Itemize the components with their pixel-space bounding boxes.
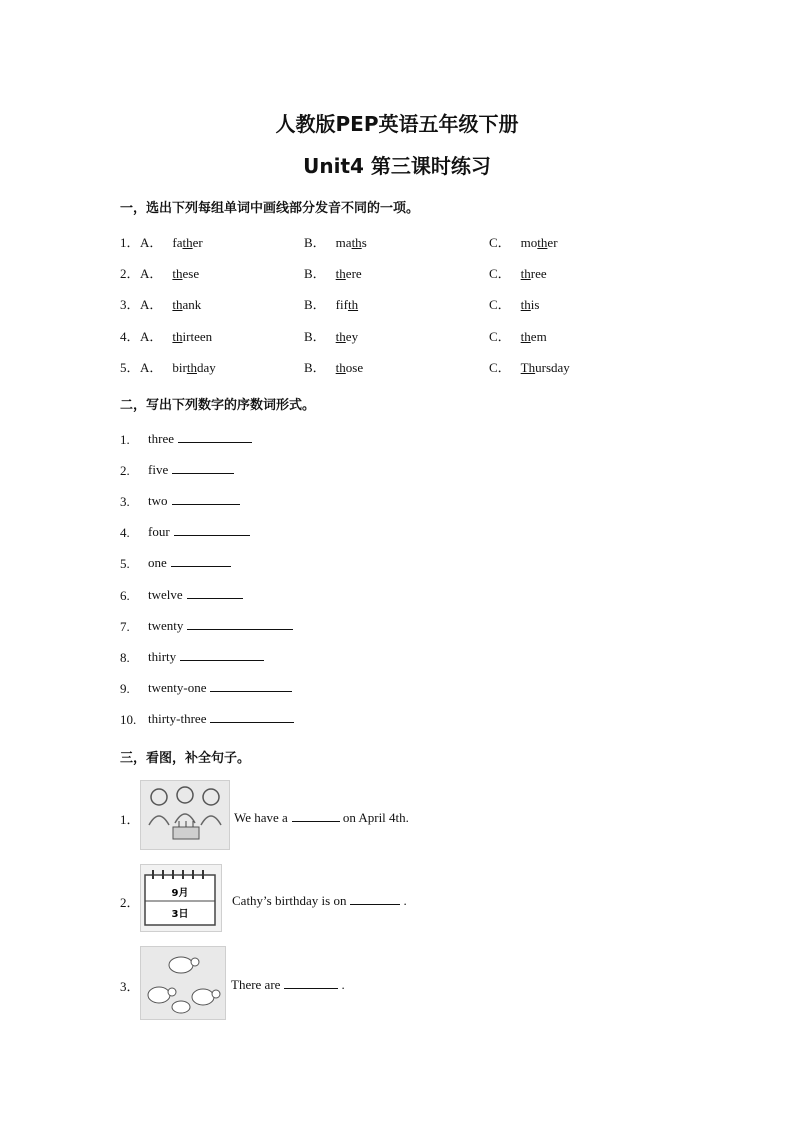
- option-label: A．: [140, 235, 163, 250]
- sentence-start: We have a: [234, 810, 288, 825]
- option-b: [304, 263, 362, 282]
- calendar-day: 3日: [171, 909, 189, 920]
- option-label: C．: [489, 360, 511, 375]
- underlined-letters: th: [182, 235, 193, 250]
- underlined-letters: th: [186, 360, 197, 375]
- ordinal-item: [148, 710, 294, 727]
- word-part: is: [530, 297, 540, 312]
- answer-blank: [187, 617, 293, 630]
- underlined-letters: th: [537, 235, 548, 250]
- word-part: ree: [530, 266, 547, 281]
- answer-blank: [171, 554, 231, 567]
- word-part: mo: [520, 235, 538, 250]
- answer-blank: [350, 892, 400, 905]
- underlined-letters: th: [347, 297, 359, 312]
- number-word: twenty-one: [148, 680, 207, 695]
- answer-blank: [174, 523, 250, 536]
- option-label: B．: [304, 360, 326, 375]
- item-number: 3．: [120, 979, 140, 994]
- option-label: B．: [304, 297, 326, 312]
- sentence-start: Cathy’s birthday is on: [232, 893, 347, 908]
- item-number: 5.: [120, 556, 130, 571]
- item-number: 6.: [120, 588, 130, 603]
- option-label: B．: [304, 329, 326, 344]
- option-label: C．: [489, 297, 511, 312]
- ordinal-item: [148, 648, 264, 665]
- calendar-picture: [140, 864, 222, 932]
- underlined-letters: th: [351, 235, 362, 250]
- word-part: ursday: [535, 360, 570, 375]
- underlined-letters: th: [335, 266, 346, 281]
- calendar-illustration: [141, 865, 221, 931]
- word-part: fif: [335, 297, 348, 312]
- question-number: 5．: [120, 360, 140, 375]
- word-part: ose: [345, 360, 364, 375]
- option-c: [489, 357, 570, 376]
- ordinal-item: [148, 617, 293, 634]
- option-label: C．: [489, 235, 511, 250]
- ordinal-item: [148, 554, 231, 571]
- ordinal-item: [148, 492, 240, 509]
- calendar-month: 9月: [171, 888, 189, 899]
- item-number: 1．: [120, 812, 140, 827]
- item-number: 10.: [120, 712, 137, 727]
- birthday-party-picture: [140, 780, 230, 850]
- sentence-end: on April 4th.: [342, 810, 409, 825]
- option-b: [304, 357, 363, 376]
- number-word: twenty: [148, 618, 184, 633]
- option-c: [489, 294, 539, 313]
- word-part: er: [192, 235, 203, 250]
- page-subtitle: Unit4 第三课时练习: [303, 154, 491, 178]
- option-label: A．: [140, 360, 163, 375]
- word-part: ey: [345, 329, 359, 344]
- word-part: er: [547, 235, 558, 250]
- item-number: 2．: [120, 895, 140, 910]
- item-number: 3.: [120, 494, 130, 509]
- underlined-letters: th: [172, 297, 183, 312]
- answer-blank: [210, 679, 292, 692]
- word-part: irteen: [182, 329, 213, 344]
- option-label: A．: [140, 297, 163, 312]
- sentence: [231, 976, 345, 993]
- option-b: [304, 232, 367, 251]
- party-illustration: [141, 781, 229, 849]
- underlined-letters: th: [335, 360, 346, 375]
- item-number: 1.: [120, 432, 130, 447]
- number-word: thirty-three: [148, 711, 207, 726]
- sentence-end: .: [341, 977, 345, 992]
- question-number: 2．: [120, 266, 140, 281]
- underlined-letters: th: [172, 329, 183, 344]
- option-label: B．: [304, 266, 326, 281]
- option-label: B．: [304, 235, 326, 250]
- sentence: [234, 809, 409, 826]
- option-label: C．: [489, 329, 511, 344]
- answer-blank: [180, 648, 264, 661]
- word-part: ank: [182, 297, 202, 312]
- item-number: 8.: [120, 650, 130, 665]
- answer-blank: [172, 461, 234, 474]
- answer-blank: [292, 809, 340, 822]
- number-word: four: [148, 524, 170, 539]
- item-number: 7.: [120, 619, 130, 634]
- underlined-letters: th: [172, 266, 183, 281]
- answer-blank: [178, 430, 252, 443]
- word-part: fa: [172, 235, 183, 250]
- underlined-letters: th: [520, 266, 531, 281]
- section2-heading: 二，写出下列数字的序数词形式。: [120, 398, 316, 413]
- option-a: [140, 326, 212, 345]
- option-b: [304, 294, 358, 313]
- item-number: 9.: [120, 681, 130, 696]
- number-word: thirty: [148, 649, 177, 664]
- number-word: five: [148, 462, 169, 477]
- question-number: 3．: [120, 297, 140, 312]
- ordinal-item: [148, 586, 243, 603]
- underlined-letters: th: [520, 329, 531, 344]
- option-c: [489, 326, 547, 345]
- page-title: 人教版PEP英语五年级下册: [275, 112, 519, 136]
- underlined-letters: Th: [520, 360, 536, 375]
- word-part: day: [196, 360, 216, 375]
- ordinal-item: [148, 679, 292, 696]
- option-label: A．: [140, 266, 163, 281]
- sentence-start: There are: [231, 977, 281, 992]
- sheep-picture: [140, 946, 226, 1020]
- word-part: s: [361, 235, 367, 250]
- word-part: ere: [345, 266, 362, 281]
- number-word: twelve: [148, 587, 183, 602]
- section3-heading: 三，看图，补全句子。: [120, 751, 251, 766]
- answer-blank: [172, 492, 240, 505]
- word-part: bir: [172, 360, 187, 375]
- number-word: two: [148, 493, 168, 508]
- underlined-letters: th: [335, 329, 346, 344]
- question-number: 4．: [120, 329, 140, 344]
- option-b: [304, 326, 358, 345]
- sentence-end: .: [403, 893, 407, 908]
- word-part: ma: [335, 235, 352, 250]
- ordinal-item: [148, 430, 252, 447]
- underlined-letters: th: [520, 297, 531, 312]
- item-number: 2.: [120, 463, 130, 478]
- option-label: A．: [140, 329, 163, 344]
- sheep-illustration: [141, 947, 225, 1019]
- option-a: [140, 357, 216, 376]
- answer-blank: [284, 976, 338, 989]
- question-number: 1．: [120, 235, 140, 250]
- option-c: [489, 232, 558, 251]
- ordinal-item: [148, 461, 234, 478]
- answer-blank: [210, 710, 294, 723]
- option-label: C．: [489, 266, 511, 281]
- option-a: [140, 232, 203, 251]
- answer-blank: [187, 586, 243, 599]
- option-a: [140, 263, 199, 282]
- word-part: em: [530, 329, 547, 344]
- word-part: ese: [182, 266, 200, 281]
- number-word: three: [148, 431, 174, 446]
- option-a: [140, 294, 201, 313]
- sentence: [232, 892, 407, 909]
- section1-heading: 一，选出下列每组单词中画线部分发音不同的一项。: [120, 201, 420, 216]
- item-number: 4.: [120, 525, 130, 540]
- number-word: one: [148, 555, 167, 570]
- ordinal-item: [148, 523, 250, 540]
- option-c: [489, 263, 547, 282]
